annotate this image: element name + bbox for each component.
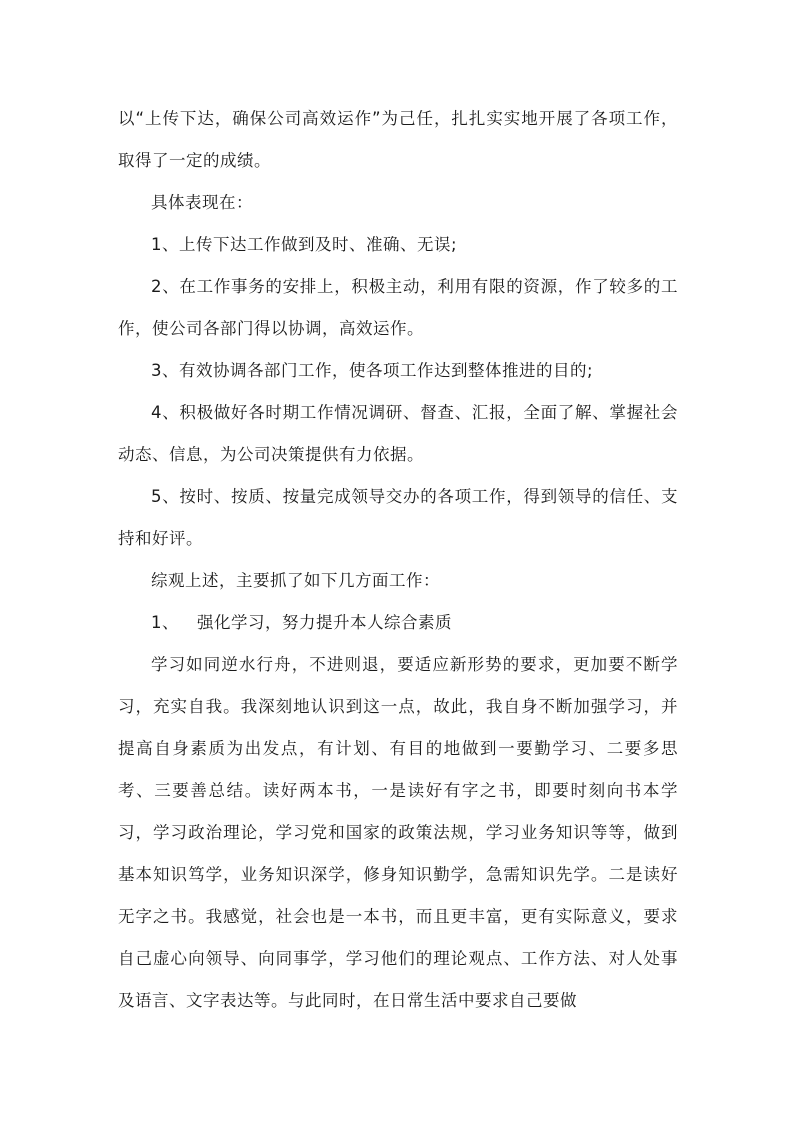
section-heading-number: 1、	[151, 613, 179, 632]
list-item-1: 1、上传下达工作做到及时、准确、无误;	[151, 235, 458, 254]
paragraph-intro-continuation: 以“上传下达，确保公司高效运作”为己任，扎扎实实地开展了各项工作，取得了一定的成绩。	[118, 109, 678, 170]
list-item-5: 5、按时、按质、按量完成领导交办的各项工作，得到领导的信任、支持和好评。	[118, 487, 678, 548]
paragraph-summary-lead: 综观上述，主要抓了如下几方面工作：	[151, 571, 440, 590]
list-item-2: 2、在工作事务的安排上，积极主动，利用有限的资源，作了较多的工作，使公司各部门得以协调，高效运作。	[118, 277, 678, 338]
paragraph-performance-lead: 具体表现在：	[151, 193, 253, 212]
section-heading	[118, 602, 678, 644]
section-heading-text: 强化学习，努力提升本人综合素质	[197, 613, 452, 632]
list-item-4: 4、积极做好各时期工作情况调研、督查、汇报，全面了解、掌握社会动态、信息，为公司决策提供有力依据。	[118, 403, 678, 464]
paragraph-study-body: 学习如同逆水行舟，不进则退，要适应新形势的要求，更加要不断学习，充实自我。我深刻地认识到这一点，故此，我自身不断加强学习，并提高自身素质为出发点，有计划、有目的地做到一要勤学习、二要多思考、三要善总结。读好两本书，一是读好有字之书，即要时刻向书本学习，学习政治理论，学习党和国家的政策法规，学习业务知识等等，做到基本知识笃学，业务知识深学，修身知识勤学，急需知识先学。二是读好无字之书。我感觉，社会也是一本书，而且更丰富，更有实际意义，要求自己虚心向领导、向同事学，学习他们的理论观点、工作方法、对人处事及语言、文字表达等。与此同时，在日常生活中要求自己要做	[118, 655, 678, 1010]
document-body	[118, 98, 678, 1022]
list-item-3: 3、有效协调各部门工作，使各项工作达到整体推进的目的;	[151, 361, 594, 380]
